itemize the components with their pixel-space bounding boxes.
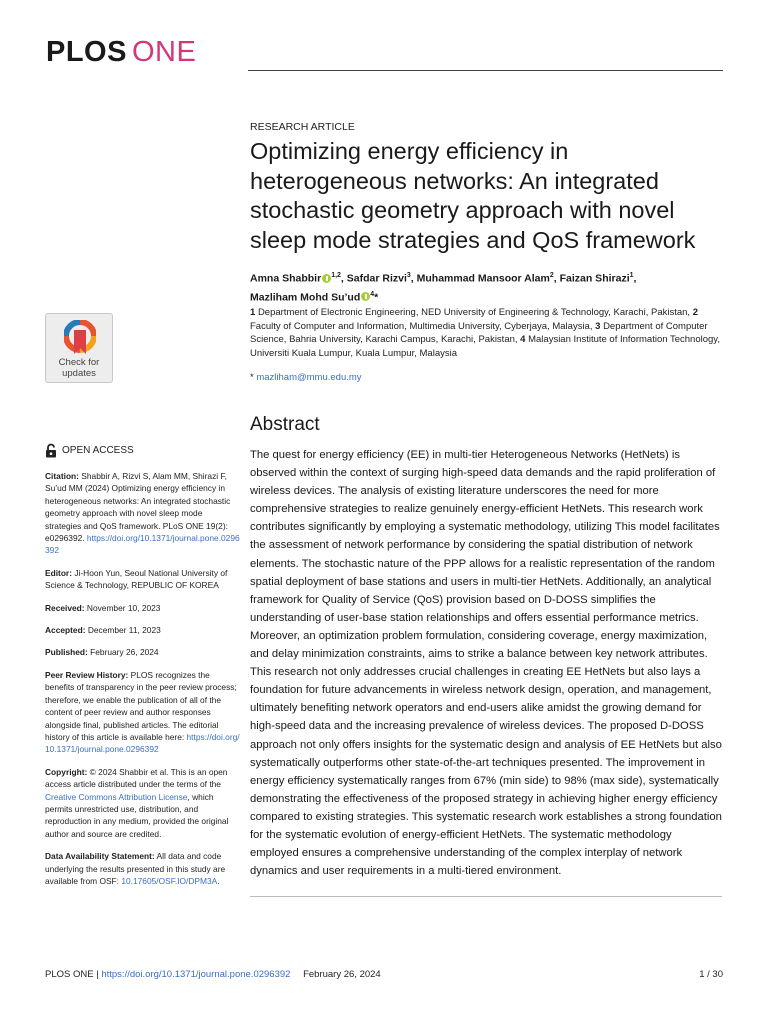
affiliation-number: 4 <box>520 334 526 345</box>
editor-block <box>45 567 240 592</box>
author-affiliation-sup: 1,2 <box>331 272 341 279</box>
citation-doi-link[interactable]: https://doi.org/10.1371/journal.pone.0296392 <box>45 533 240 556</box>
author-separator: , <box>633 272 637 285</box>
updates-badge-line2: updates <box>62 368 96 379</box>
affiliation-number: 1 <box>250 307 256 318</box>
affiliation-text: Malaysian Institute of Information Technology, Universiti Kuala Lumpur, Kuala Lumpur, Malaysia <box>250 334 720 359</box>
data-availability-text: All data and code underlying the results presented in this study are available from OSF: <box>45 851 226 886</box>
footer-journal: PLOS ONE <box>45 969 94 980</box>
author-affiliation-sup: 3 <box>406 272 411 279</box>
published-block <box>45 646 240 658</box>
journal-logo-plos: PLOS <box>46 36 127 68</box>
orcid-icon[interactable] <box>322 274 331 283</box>
author-list <box>250 268 720 305</box>
affiliation-text: Department of Computer Science, Bahria University, Karachi Campus, Karachi, Pakistan, <box>250 320 708 345</box>
article-type: RESEARCH ARTICLE <box>250 121 355 133</box>
author-separator: , <box>340 272 347 285</box>
author-name: Faizan Shirazi <box>559 272 630 285</box>
author-affiliation-sup: 2 <box>549 272 554 279</box>
license-link[interactable]: Creative Commons Attribution License <box>45 791 188 802</box>
citation-label: Citation: <box>45 471 79 481</box>
copyright-text-end: , which permits unrestricted use, distribution, and reproduction in any medium, provided the original author and source are credited. <box>45 791 229 839</box>
corresponding-author <box>250 372 362 383</box>
osf-data-link[interactable]: 10.17605/OSF.IO/DPM3A <box>121 875 218 886</box>
data-availability-block <box>45 850 240 887</box>
copyright-text: © 2024 Shabbir et al. This is an open access article distributed under the terms of the <box>45 766 228 790</box>
received-label: Received: <box>45 602 85 613</box>
editor-text: Ji-Hoon Yun, Seoul National University of Science & Technology, REPUBLIC OF KOREA <box>45 567 228 591</box>
accepted-label: Accepted: <box>45 625 86 636</box>
corresponding-marker: * <box>250 372 254 383</box>
corresponding-email-link[interactable]: mazliham@mmu.edu.my <box>256 372 362 383</box>
updates-badge-line1: Check for <box>58 357 100 368</box>
open-lock-icon <box>45 443 57 458</box>
orcid-icon[interactable] <box>361 292 370 301</box>
author-separator: , <box>410 272 417 285</box>
author-name: Safdar Rizvi <box>346 272 407 285</box>
author-separator: , <box>553 272 560 285</box>
footer-doi-link[interactable]: https://doi.org/10.1371/journal.pone.0296392 <box>101 969 291 980</box>
page-footer <box>45 969 723 980</box>
abstract-divider <box>250 896 722 897</box>
author-separator: * <box>374 291 379 303</box>
author-name: Mazliham Mohd Su’ud <box>250 291 361 303</box>
footer-separator: | <box>96 969 99 980</box>
journal-logo-one: ONE <box>131 36 197 68</box>
data-availability-label: Data Availability Statement: <box>45 851 155 862</box>
open-access-label: OPEN ACCESS <box>62 445 134 456</box>
received-block <box>45 602 240 614</box>
article-title: Optimizing energy efficiency in heterogeneous networks: An integrated stochastic geometry approach with novel sleep mode strategies and QoS framework <box>250 138 696 253</box>
peer-review-text: PLOS recognizes the benefits of transparency in the peer review process; therefore, we enable the publication of all of the content of peer review and author responses alongside final, published articles. The editorial history of this article is available here: <box>45 669 237 742</box>
peer-review-block <box>45 669 240 756</box>
author-name: Muhammad Mansoor Alam <box>416 272 550 285</box>
footer-date: February 26, 2024 <box>303 969 381 980</box>
citation-text: Shabbir A, Rizvi S, Alam MM, Shirazi F, Su’ud MM (2024) Optimizing energy efficiency in heterogeneous networks: An integrated stochastic geometry approach with novel sleep mode strategies and QoS framework. PLoS ONE 19(2): e0296392. <box>45 471 231 544</box>
affiliation-text: Faculty of Computer and Information, Multimedia University, Cyberjaya, Malaysia, <box>250 320 593 332</box>
published-label: Published: <box>45 647 88 658</box>
article-info-sidebar <box>45 443 240 897</box>
affiliation-number: 2 <box>692 307 698 318</box>
peer-review-label: Peer Review History: <box>45 669 129 680</box>
affiliations <box>250 306 720 360</box>
affiliation-number: 3 <box>595 320 601 332</box>
citation-block <box>45 470 240 557</box>
data-availability-end: . <box>217 875 220 886</box>
copyright-label: Copyright: <box>45 766 88 777</box>
author-name: Amna Shabbir <box>250 272 322 285</box>
received-date: November 10, 2023 <box>86 602 161 613</box>
bookmark-ribbon-icon <box>64 320 96 356</box>
check-for-updates-badge[interactable] <box>45 313 113 383</box>
page-number: 1 / 30 <box>699 969 723 980</box>
abstract-heading: Abstract <box>250 414 320 435</box>
journal-logo[interactable] <box>46 38 196 67</box>
copyright-block <box>45 766 240 840</box>
editor-label: Editor: <box>45 567 72 578</box>
author-affiliation-sup: 4 <box>370 290 375 298</box>
abstract-body: The quest for energy efficiency (EE) in multi-tier Heterogeneous Networks (HetNets) is observed within the context of surging high-speed data demands and the rapid proliferation of wireless devices. The analysis of existing literature underscores the need for more comprehensive strategies to realize genuinely energy-efficient HetNets. This research work contributes significantly by employing a systematic methodology, utilizing This model facilitates the assessment of network performance by considering the spatial distribution of network elements. The stochastic nature of the PPP allows for a realistic representation of the random spatial deployment of base stations and users in multi-tier HetNets. Additionally, an analytical framework for Quality of Service (QoS) provision based on D-DOSS simplifies the understanding of user-base station relationships and offers essential performance metrics. Moreover, an optimization problem formulation, considering coverage, energy maximization, and delay minimization constraints, aims to strike a balance between key network attributes. This research not only addresses crucial challenges in creating EE HetNets but also lays a foundation for future advancements in wireless network design, operation, and management, ultimately benefiting network operators and end-users alike amidst the growing demand for high-speed data and the increasing prevalence of wireless devices. The proposed D-DOSS approach not only offers insights for the systematic design and analysis of EE HetNets but also systematically outperforms other state-of-the-art techniques presented. The improvement in energy efficiency systematically ranges from 67% (min side) to 98% (max side), systematically demonstrating the effectiveness of the proposed strategy in achieving higher energy efficiency compared to existing strategies. This systematic research work establishes a strong foundation for the systematic evolution of energy-efficient HetNets. The systematic methodology employed ensures a comprehensive understanding of the complex interplay of network dynamics and user requirements in a multi-tiered environment. <box>250 449 722 878</box>
header-divider <box>248 70 723 71</box>
peer-review-link[interactable]: https://doi.org/10.1371/journal.pone.0296392 <box>45 731 240 755</box>
published-date: February 26, 2024 <box>90 647 159 658</box>
affiliation-text: Department of Electronic Engineering, NED University of Engineering & Technology, Karachi, Pakistan, <box>257 307 691 318</box>
open-access-row <box>45 443 240 458</box>
accepted-date: December 11, 2023 <box>87 625 161 636</box>
accepted-block <box>45 624 240 636</box>
author-affiliation-sup: 1 <box>629 272 634 279</box>
